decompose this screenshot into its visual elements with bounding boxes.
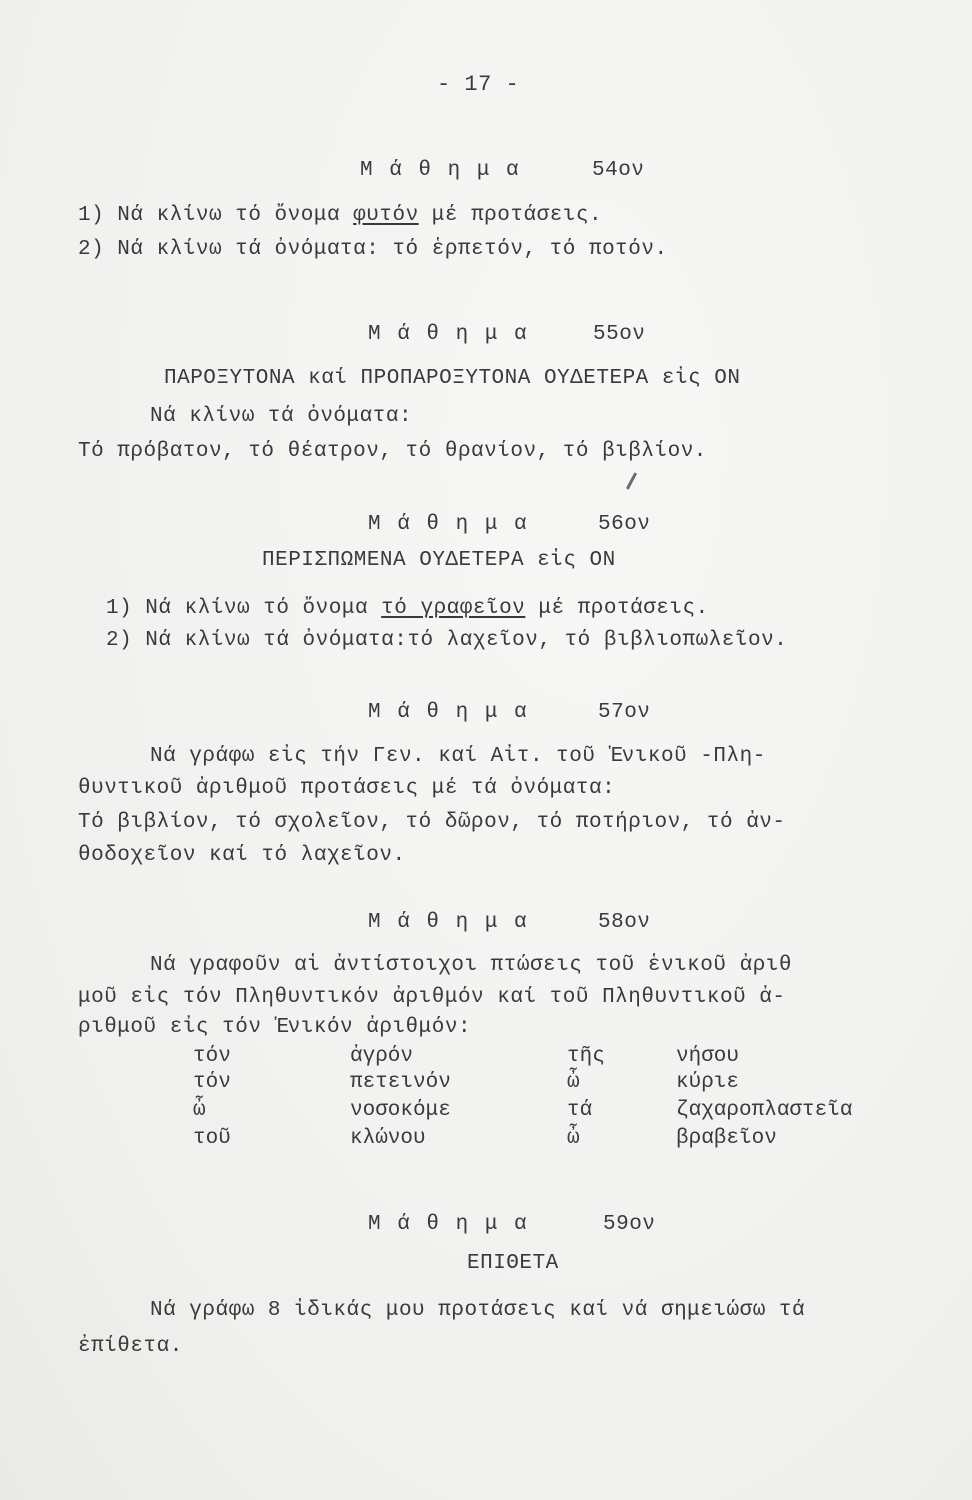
lesson-58-line-1: Νά γραφοῦν αἱ ἀντίστοιχοι πτώσεις τοῦ ἑνικοῦ ἀριθ	[150, 954, 793, 977]
lesson-56-title: ΠΕΡΙΣΠΩΜΕΝΑ ΟΥΔΕΤΕΡΑ εἰς ΟΝ	[262, 549, 616, 572]
lesson-59-line-2: ἐπίθετα.	[78, 1335, 183, 1358]
lesson-54-item-1-text-b: μέ προτάσεις.	[418, 204, 603, 227]
table-row-3-col-4: ζαχαροπλαστεῖα	[676, 1099, 853, 1122]
lesson-55-line-2: Τό πρόβατον, τό θέατρον, τό θρανίον, τό βιβλίον.	[78, 440, 707, 463]
lesson-56-item-1	[106, 596, 709, 622]
lesson-54-number: 54ον	[592, 159, 645, 182]
lesson-55-heading: Μ ά θ η μ α	[368, 323, 529, 346]
lesson-58-number: 58ον	[598, 911, 651, 934]
table-row-2-col-2: πετεινόν	[350, 1071, 451, 1094]
lesson-56-item-2: 2) Νά κλίνω τά ὀνόματα:τό λαχεῖον, τό βιβλιοπωλεῖον.	[106, 629, 788, 652]
table-row-4-col-4: βραβεῖον	[676, 1127, 777, 1150]
lesson-54-underlined-word: φυτόν	[353, 204, 419, 227]
lesson-58-line-3: ριθμοῦ εἰς τόν Ἑνικόν ἀριθμόν:	[78, 1016, 472, 1039]
lesson-55-title: ΠΑΡΟΞΥΤΟΝΑ καί ΠΡΟΠΑΡΟΞΥΤΟΝΑ ΟΥΔΕΤΕΡΑ εἰς ΟΝ	[164, 367, 741, 390]
lesson-56-item-1-text-b: μέ προτάσεις.	[525, 597, 709, 620]
lesson-59-heading: Μ ά θ η μ α	[368, 1213, 529, 1236]
lesson-55-line-1: Νά κλίνω τά ὀνόματα:	[150, 405, 413, 428]
lesson-56-number: 56ον	[598, 513, 651, 536]
page-number: - 17 -	[437, 72, 520, 97]
lesson-59-number: 59ον	[603, 1213, 656, 1236]
table-row-4-col-2: κλώνου	[350, 1127, 426, 1150]
stray-pen-mark	[626, 472, 637, 489]
table-row-1-col-4: νήσου	[676, 1045, 740, 1068]
table-row-3-col-1: ὦ	[193, 1099, 206, 1122]
lesson-58-heading: Μ ά θ η μ α	[368, 911, 529, 934]
table-row-2-col-1: τόν	[193, 1071, 231, 1094]
table-row-2-col-3: ὦ	[567, 1071, 580, 1094]
table-row-4-col-1: τοῦ	[193, 1127, 231, 1150]
lesson-57-line-2: θυντικοῦ ἀριθμοῦ προτάσεις μέ τά ὀνόματα:	[78, 777, 616, 800]
lesson-57-line-1: Νά γράφω εἰς τήν Γεν. καί Αἰτ. τοῦ Ἑνικοῦ -Πλη-	[150, 745, 766, 768]
table-row-3-col-2: νοσοκόμε	[350, 1099, 451, 1122]
lesson-57-line-4: θοδοχεῖον καί τό λαχεῖον.	[78, 844, 406, 867]
table-row-4-col-3: ὦ	[567, 1127, 580, 1150]
lesson-57-line-3: Τό βιβλίον, τό σχολεῖον, τό δῶρον, τό ποτήριον, τό ἀν-	[78, 811, 786, 834]
lesson-57-number: 57ον	[598, 701, 651, 724]
lesson-59-title: ΕΠΙΘΕΤΑ	[467, 1252, 559, 1275]
table-row-1-col-1: τόν	[193, 1045, 231, 1068]
lesson-54-item-1-text-a: 1) Νά κλίνω τό ὄνομα	[78, 204, 354, 227]
lesson-54-item-1	[78, 203, 602, 229]
table-row-3-col-3: τά	[567, 1099, 593, 1122]
table-row-1-col-2: ἀγρόν	[350, 1045, 414, 1068]
lesson-56-underlined-words: τό γραφεῖον	[381, 597, 526, 620]
lesson-54-item-2: 2) Νά κλίνω τά ὀνόματα: τό ἑρπετόν, τό ποτόν.	[78, 238, 668, 261]
table-row-1-col-3: τῆς	[567, 1045, 605, 1068]
table-row-2-col-4: κύριε	[676, 1071, 740, 1094]
lesson-58-line-2: μοῦ εἰς τόν Πληθυντικόν ἀριθμόν καί τοῦ Πληθυντικοῦ ἀ-	[78, 986, 786, 1009]
lesson-59-line-1: Νά γράφω 8 ἰδικάς μου προτάσεις καί νά σημειώσω τά	[150, 1299, 806, 1322]
lesson-57-heading: Μ ά θ η μ α	[368, 701, 529, 724]
lesson-54-heading: Μ ά θ η μ α	[360, 159, 521, 182]
lesson-55-number: 55ον	[593, 323, 646, 346]
lesson-56-heading: Μ ά θ η μ α	[368, 513, 529, 536]
lesson-56-item-1-text-a: 1) Νά κλίνω τό ὄνομα	[106, 597, 382, 620]
